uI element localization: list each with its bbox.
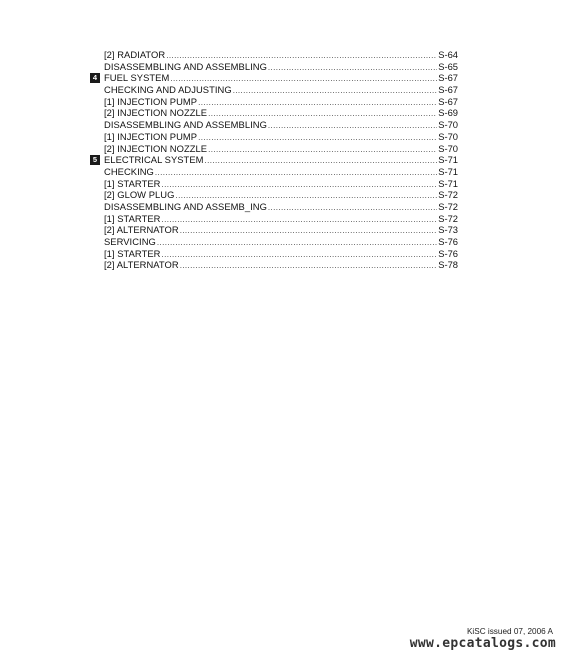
toc-page-number: S-71 xyxy=(438,165,458,177)
toc-row[interactable] xyxy=(104,224,458,236)
toc-page-number: S-71 xyxy=(438,154,458,166)
toc-row[interactable] xyxy=(104,213,458,225)
toc-page-number: S-65 xyxy=(438,60,458,72)
toc-entry-label: SERVICING xyxy=(104,236,156,247)
section-number-badge: 5 xyxy=(90,155,100,165)
toc-row[interactable] xyxy=(104,236,458,248)
toc-entry-label: CHECKING AND ADJUSTING xyxy=(104,84,232,96)
toc-row[interactable] xyxy=(104,119,458,131)
toc-entry-label: DISASSEMBLING AND ASSEMBLING xyxy=(104,119,267,131)
toc-page-number: S-76 xyxy=(438,236,458,247)
toc-page-number: S-67 xyxy=(438,95,458,107)
toc-row[interactable] xyxy=(92,154,458,166)
toc-entry-label: [1] INJECTION PUMP xyxy=(104,130,198,142)
toc-page-number: S-69 xyxy=(438,107,458,119)
section-number-badge: 4 xyxy=(90,73,100,83)
toc-page-number: S-72 xyxy=(438,212,458,224)
toc-page-number: S-70 xyxy=(438,130,458,142)
toc-row[interactable] xyxy=(104,49,458,61)
toc-entry-label: [1] STARTER xyxy=(104,247,161,259)
toc-row[interactable] xyxy=(104,107,458,119)
toc-entry-label: [1] STARTER xyxy=(104,177,161,189)
toc-row[interactable] xyxy=(104,189,458,201)
toc-page-number: S-70 xyxy=(438,142,458,154)
toc-row[interactable] xyxy=(104,166,458,178)
toc-page-number: S-71 xyxy=(438,177,458,189)
dot-leader xyxy=(180,260,438,272)
toc-page-number: S-76 xyxy=(438,247,458,259)
toc-page-number: S-67 xyxy=(438,84,458,96)
toc-entry-label: [2] INJECTION NOZZLE xyxy=(104,107,208,119)
toc-page-number: S-73 xyxy=(438,224,458,236)
toc-entry-label: CHECKING xyxy=(104,165,154,177)
toc-row[interactable] xyxy=(104,259,458,271)
toc-entry-label: [2] RADIATOR xyxy=(104,49,166,60)
issue-date-footer: KiSC issued 07, 2006 A xyxy=(466,627,553,636)
toc-entry-label: [2] GLOW PLUG xyxy=(104,189,175,201)
toc-entry-label: ELECTRICAL SYSTEM xyxy=(104,154,204,166)
toc-page-number: S-78 xyxy=(438,259,458,271)
toc-entry-label: [2] INJECTION NOZZLE xyxy=(104,142,208,154)
toc-page-number: S-64 xyxy=(438,49,458,60)
toc-row[interactable] xyxy=(104,61,458,73)
toc-row[interactable] xyxy=(104,131,458,143)
toc-page-number: S-70 xyxy=(438,119,458,131)
toc-entry-label: [1] INJECTION PUMP xyxy=(104,95,198,107)
toc-row[interactable] xyxy=(104,96,458,108)
toc-row[interactable] xyxy=(104,201,458,213)
toc-row[interactable] xyxy=(104,248,458,260)
toc-row[interactable] xyxy=(92,72,458,84)
toc-entry-label: DISASSEMBLING AND ASSEMB_ING xyxy=(104,200,267,212)
toc-entry-label: FUEL SYSTEM xyxy=(104,72,170,84)
toc-entry-label: DISASSEMBLING AND ASSEMBLING xyxy=(104,60,267,72)
toc-entry-label: [1] STARTER xyxy=(104,212,161,224)
toc-entry-label: [2] ALTERNATOR xyxy=(104,259,179,271)
toc-row[interactable] xyxy=(104,143,458,155)
watermark-url[interactable]: www.epcatalogs.com xyxy=(409,636,556,651)
toc-row[interactable] xyxy=(104,84,458,96)
toc-page-number: S-67 xyxy=(438,72,458,84)
toc-row[interactable] xyxy=(104,178,458,190)
toc-page-number: S-72 xyxy=(438,200,458,212)
toc-entry-label: [2] ALTERNATOR xyxy=(104,224,179,236)
table-of-contents xyxy=(92,49,458,271)
toc-page-number: S-72 xyxy=(438,189,458,201)
